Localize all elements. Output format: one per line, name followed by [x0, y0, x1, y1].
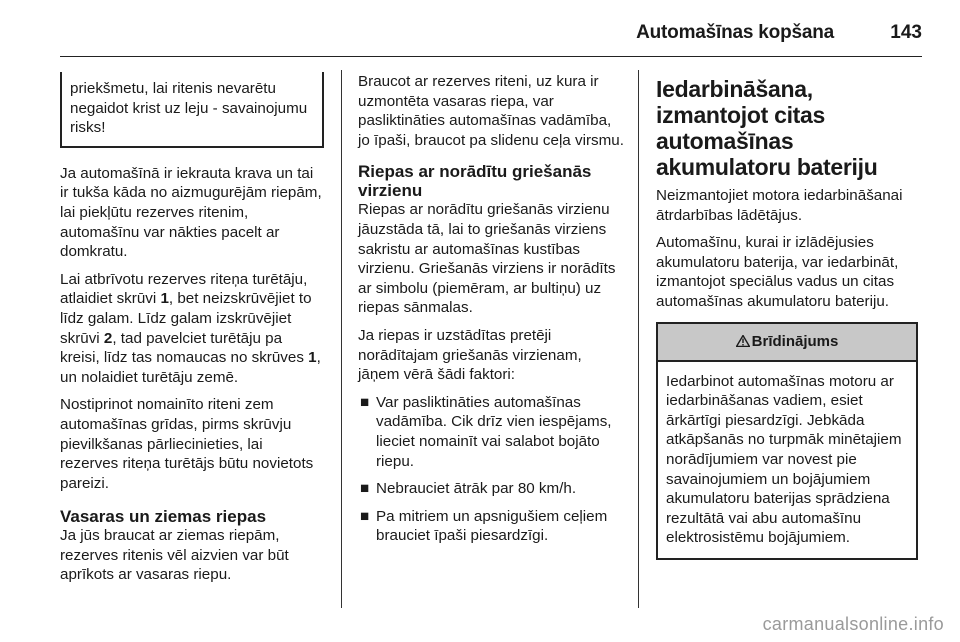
warning-header	[658, 324, 916, 362]
paragraph: Braucot ar rezerves riteni, uz kura ir uzmontēta vasaras riepa, var pasliktināties automašīnas vadāmība, jo īpaši, braucot pa slidenu ceļa virsmu.	[358, 73, 624, 149]
factor-list	[358, 393, 626, 546]
paragraph: Ja automašīnā ir iekrauta krava un tai ir tukša kāda no aizmugurējām riepām, lai piekļūtu rezerves ritenim, automašīnu var nākties pacelt ar domkratu.	[60, 164, 322, 261]
bullet-icon: ■	[360, 393, 370, 411]
warning-title: Brīdinājums	[751, 332, 839, 350]
warning-box	[656, 322, 918, 560]
page-header	[60, 12, 922, 54]
paragraph: Ja riepas ir uzstādītas pretēji norādītajam griešanās virzienam, jāņem vērā šādi faktori:	[358, 326, 582, 384]
warning-triangle-icon	[736, 324, 750, 360]
paragraph: Riepas ar norādītu griešanās virzienu jāuzstāda tā, lai to griešanās virziens sakristu ar automašīnas kustības virzienu. Griešanās virziens ir norādīts ar simbolu (piemēram, ar bultiņu) uz riepas sānmalas.	[358, 201, 616, 317]
paragraph: Ja jūs braucat ar ziemas riepām, rezerves ritenis vēl aizvien var būt aprīkots ar vasaras riepu.	[60, 527, 289, 584]
paragraph-holder-release: Lai atbrīvotu rezerves riteņa turētāju, atlaidiet skrūvi 1, bet neizskrūvējiet to līdz galam. Līdz galam izskrūvējiet skrūvi 2, tad pavelciet turētāju pa kreisi, līdz tas nomaucas no skrūves 1, un nolaidiet turētāju zemē.	[60, 270, 321, 386]
list-item: ■ Pa mitriem un apsnigušiem ceļiem brauciet īpaši piesardzīgi.	[360, 507, 608, 545]
header-rule	[60, 56, 922, 57]
column-right	[656, 72, 918, 560]
list-item: ■ Nebrauciet ātrāk par 80 km/h.	[360, 480, 577, 498]
bullet-icon: ■	[360, 507, 370, 525]
warning-text: Iedarbinot automašīnas motoru ar iedarbināšanas vadiem, esiet ārkārtīgi piesardzīgi. Jebkāda atkāpšanās no turpmāk minētajiem norādījumiem var novest pie savainojumiem un bojājumiem akumulatoru baterijas sprādziena rezultātā vai abu automašīnu elektrosistēmu bojājumiem.	[666, 372, 902, 547]
column-divider	[341, 70, 342, 608]
column-divider	[638, 70, 639, 608]
section-heading: Riepas ar norādītu griešanās virzienu	[358, 162, 592, 201]
chapter-title: Automašīnas kopšana	[636, 22, 834, 43]
paragraph: Nostiprinot nomainīto riteni zem automašīnas grīdas, pirms skrūvju pievilkšanas pārliecinieties, lai rezerves riteņa turētājs būtu novietots pareizi.	[60, 396, 314, 492]
column-left	[60, 72, 324, 593]
continued-warning-box	[60, 72, 324, 148]
list-item: ■ Var pasliktināties automašīnas vadāmība. Cik drīz vien iespējams, lieciet nomainīt vai salabot bojāto riepu.	[360, 393, 612, 470]
paragraph: Automašīnu, kurai ir izlādējusies akumulatoru baterija, var iedarbināt, izmantojot speciālus vadus un citas automašīnas akumulatoru bateriju.	[656, 234, 899, 310]
section-heading: Vasaras un ziemas riepas	[60, 507, 267, 527]
column-middle	[358, 72, 626, 554]
watermark: carmanualsonline.info	[762, 614, 944, 634]
paragraph: Neizmantojiet motora iedarbināšanai ātrdarbības lādētājus.	[656, 187, 903, 224]
section-title: Iedarbināšana, izmantojot citas automašīnas akumulatoru bateriju	[656, 76, 878, 180]
warning-continuation-text: priekšmetu, lai ritenis nevarētu negaidot krist uz leju - savainojumu risks!	[70, 80, 308, 137]
bullet-icon: ■	[360, 480, 370, 498]
page-number: 143	[890, 22, 922, 43]
